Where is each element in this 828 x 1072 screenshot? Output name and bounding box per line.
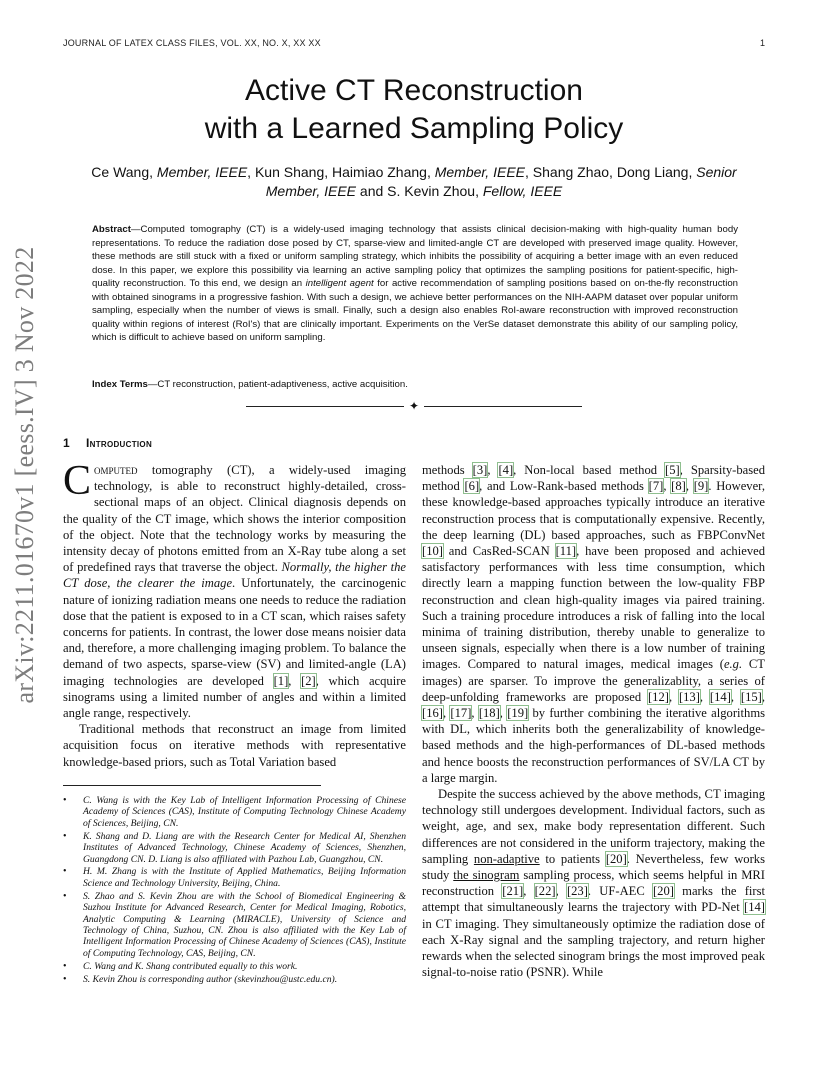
abstract-text: —Computed tomography (CT) is a widely-used imaging technology that assists clinical decision-making with high-quality human body representations. To reduce the radiation dose posed by CT, sparse-view and limited-angle CT are developed with preserved image quality. However, these methods are still stuck with a fixed or uniform sampling strategy, which inhibits the possibility of acquiring a better image with an even reduced dose. In this paper, we explore this possibility via learning an active sampling policy that optimizes the sampling positions for patient-specific, high-quality reconstruction. To this end, we design an: [92, 224, 738, 289]
citation-link[interactable]: [19]: [507, 706, 529, 721]
body-text: in CT imaging. They simultaneously optimize the radiation dose of each X-Ray signal and the sampling trajectory, and return higher rewards when the selected sinogram brings the most improved peak signal-to-noise ratio (PSNR). While: [422, 916, 765, 980]
body-text: methods: [422, 463, 473, 477]
section-divider: [246, 399, 582, 413]
author-text: and S. Kevin Zhou,: [356, 183, 483, 199]
body-text: , Sparsity-based method: [422, 463, 765, 494]
author-role: Member, IEEE: [434, 164, 525, 180]
abstract: [92, 223, 738, 345]
citation-link[interactable]: [13]: [678, 689, 700, 704]
underlined-text: the sinogram: [453, 868, 520, 883]
citation-link[interactable]: [5]: [665, 463, 680, 477]
index-terms: [92, 378, 738, 391]
body-text: ,: [471, 706, 479, 721]
citation-link[interactable]: [12]: [647, 689, 669, 704]
abstract-label: Abstract: [92, 224, 131, 235]
arxiv-identifier-text: arXiv:2211.01670v1 [eess.IV] 3 Nov 2022: [10, 246, 39, 704]
citation-link[interactable]: [23]: [566, 884, 588, 899]
body-text: ,: [523, 884, 535, 899]
citation-link[interactable]: [7]: [648, 479, 664, 494]
citation-link[interactable]: [18]: [478, 706, 500, 721]
body-text: , which acquire sinograms using a limited number of angles and within a limited angle range, respectively.: [63, 673, 406, 721]
body-text: ,: [499, 706, 508, 721]
body-text: ,: [663, 479, 672, 494]
paper-title: [100, 72, 728, 148]
body-text: sampling process, which seems helpful in MRI reconstruction: [422, 868, 765, 899]
citation-link[interactable]: [6]: [464, 479, 480, 494]
running-header: JOURNAL OF LATEX CLASS FILES, VOL. XX, NO. X, XX XX: [63, 38, 321, 48]
intro-paragraph-2: Traditional methods that reconstruct an image from limited acquisition focus on iterative methods with representative knowledge-based priors, such as Total Variation based: [63, 722, 406, 769]
citation-link[interactable]: [9]: [693, 479, 709, 494]
body-text: ,: [761, 689, 766, 704]
body-text: Despite the success achieved by the above methods, CT imaging technology still undergoes development. Individual factors, such as weight, age, and sex, make body representation different. Such differences are not considered in the uniform trajectory, making the sampling: [422, 787, 765, 866]
citation-link[interactable]: [8]: [671, 479, 686, 494]
citation-link[interactable]: [10]: [422, 544, 443, 559]
body-text: to patients: [539, 851, 606, 866]
body-text: . However, these knowledge-based approaches typically introduce an iterative reconstruction process that is computationally expensive. Recently, the deep learning (DL) based approaches, such as FBPConvNet: [422, 479, 766, 542]
author-line-1: [60, 163, 768, 182]
body-text: ,: [442, 706, 451, 721]
footnote-item: • C. Wang is with the Key Lab of Intelligent Information Processing of Chinese Academy of Sciences (CAS), Institute of Computing Technology Chinese Academy of Sciences, Beijing, CN.: [63, 795, 406, 829]
citation-link[interactable]: [14]: [709, 689, 731, 704]
body-text: . UF-AEC: [587, 884, 653, 899]
footnote-item: • C. Wang and K. Shang contributed equally to this work.: [63, 961, 406, 972]
citation-link[interactable]: [16]: [422, 706, 443, 721]
emphasis-text: Normally, the higher the CT dose, the clearer the image: [63, 560, 406, 591]
footnote-rule: [63, 785, 321, 786]
abstract-italic: intelligent agent: [305, 278, 374, 289]
citation-link[interactable]: [21]: [502, 884, 524, 899]
body-text: tomography (CT), a widely-used imaging technology, is able to reconstruct highly-detailed, cross-sectional maps of an object. Clinical diagnosis depends on the quality of the CT image, which shows the interior composition of the object. Note that the technology works by measuring the intensity decay of photons emitted from an X-Ray tube along a set of predefined rays that traverse the object.: [63, 463, 406, 575]
body-text: ,: [288, 673, 302, 688]
citation-link[interactable]: [2]: [301, 673, 316, 688]
author-role: Member, IEEE: [156, 164, 248, 180]
emphasis-text: e.g.: [723, 657, 743, 672]
right-column: [422, 462, 765, 981]
author-text: Ce Wang,: [91, 164, 157, 180]
citation-link[interactable]: [17]: [450, 706, 472, 721]
citation-link[interactable]: [15]: [740, 689, 762, 704]
citation-link[interactable]: [3]: [472, 463, 488, 477]
divider-line-right: [424, 406, 582, 407]
body-text: . Unfortunately, the carcinogenic nature of ionizing radiation means one needs to reduce the radiation dose that the patient is exposed to in a CT scan, which raises safety concerns for patients. In contrast, the lower dose means noisier data and, therefore, a more challenging imaging problem. To balance the demand of two aspects, sparse-view (SV) and limited-angle (LA) imaging technologies are developed: [63, 576, 406, 688]
body-text: ,: [555, 884, 567, 899]
author-list: [60, 163, 768, 201]
body-text: marks the first attempt that simultaneously learns the trajectory with PD-Net: [422, 884, 766, 915]
body-text: , and Low-Rank-based methods: [479, 479, 649, 494]
citation-link[interactable]: [1]: [273, 673, 289, 688]
intro-paragraph-4: [422, 786, 765, 980]
footnote-item: • S. Zhao and S. Kevin Zhou are with the School of Biomedical Engineering & Suzhou Institute for Advanced Research, Center for Medical Imaging, Robotics, Analytic Computing & Learning (MIRACLE), University of Science and Technology of China, Suzhou, CN. Zhou is also affiliated with the Key Lab of Intelligent Information Processing of Chinese Academy of Sciences (CAS), Institute of Computing Technology, CAS, Beijing, CN.: [63, 891, 406, 959]
author-role: Senior: [696, 164, 737, 180]
body-text: ,: [487, 463, 499, 477]
citation-link[interactable]: [22]: [534, 884, 556, 899]
body-text: by further combining the iterative algorithms with DL, which inherits both the generalizability of knowledge-based methods and the high-performances of DL-based methods and hence boosts the reconstruction performances of SV/LA CT by a large margin.: [422, 706, 766, 785]
underlined-text: non-adaptive: [473, 851, 540, 866]
diamond-ornament-icon: ✦: [408, 399, 420, 413]
abstract-text-end: for active recommendation of sampling positions based on on-the-fly reconstruction with obtained sinograms in a progressive fashion. With such a design, we achieve better performances on the NIH-AAPM dataset over popular uniform sampling, especially when the number of views is small. Finally, such a design also enables RoI-aware reconstruction with improved reconstruction quality within regions of interest (RoI's) that are clinically important. Experiments on the VerSe dataset demonstrate this ability of our sampling policy, which is difficult to achieve based on uniform sampling.: [92, 278, 738, 343]
drop-cap-word: omputed: [94, 463, 138, 477]
drop-cap: C: [63, 458, 92, 504]
title-line-1: Active CT Reconstruction: [245, 74, 583, 107]
intro-paragraph-1: [63, 458, 406, 721]
body-text: CT images) are sparser. To improve the generalizablity, a series of deep-unfolding frameworks are proposed: [422, 657, 765, 704]
author-text: , Kun Shang, Haimiao Zhang,: [247, 164, 435, 180]
body-text: ,: [685, 479, 694, 494]
citation-link[interactable]: [20]: [605, 851, 627, 866]
page-number: 1: [759, 38, 765, 48]
body-text: . Nevertheless, few works study: [422, 851, 765, 883]
affiliation-footnotes: [63, 795, 406, 987]
intro-paragraph-3: [422, 462, 765, 786]
index-terms-text: —CT reconstruction, patient-adaptiveness, active acquisition.: [147, 379, 408, 390]
author-text: , Shang Zhao, Dong Liang,: [525, 164, 697, 180]
footnote-item: • S. Kevin Zhou is corresponding author (skevinzhou@ustc.edu.cn).: [63, 974, 406, 985]
body-text: ,: [730, 689, 741, 704]
title-line-2: with a Learned Sampling Policy: [204, 112, 624, 145]
section-heading-introduction: [63, 436, 152, 450]
left-column: [63, 458, 406, 770]
footnote-item: • K. Shang and D. Liang are with the Research Center for Medical AI, Shenzhen Institutes of Advanced Technology, Chinese Academy of Sciences, Shenzhen, Guangdong CN. D. Liang is also affiliated with Pazhou Lab, Guangzhou, CN.: [63, 831, 406, 865]
footnote-item: • H. M. Zhang is with the Institute of Applied Mathematics, Beijing Information Science and Technology University, Beijing, China.: [63, 866, 406, 889]
citation-link[interactable]: [11]: [555, 544, 577, 559]
body-text: , have been proposed and achieved satisfactory performances with less time consumption, which directly learn a mapping function between the low-quality FBP reconstruction and clean high-quality images via paired training. Such a training procedure introduces a risk of falling into the local minima of training distribution, thereby unable to generalize to unseen signals, especially when there is a low number of training images. Compared to natural images, medical images (: [422, 544, 765, 672]
citation-link[interactable]: [4]: [498, 463, 514, 477]
body-text: and CasRed-SCAN: [442, 544, 556, 559]
arxiv-identifier-stamp: [4, 246, 46, 704]
author-line-2: [60, 182, 768, 201]
citation-link[interactable]: [14]: [744, 900, 765, 915]
index-terms-label: Index Terms: [92, 379, 148, 390]
section-title: Introduction: [85, 436, 153, 450]
body-text: , Non-local based method: [513, 463, 666, 477]
author-role: Fellow, IEEE: [482, 183, 563, 199]
body-text: ,: [668, 689, 679, 704]
section-number: 1: [63, 436, 70, 450]
author-role: Member, IEEE: [265, 183, 357, 199]
citation-link[interactable]: [20]: [652, 884, 674, 899]
divider-line-left: [246, 406, 404, 407]
body-text: ,: [699, 689, 710, 704]
